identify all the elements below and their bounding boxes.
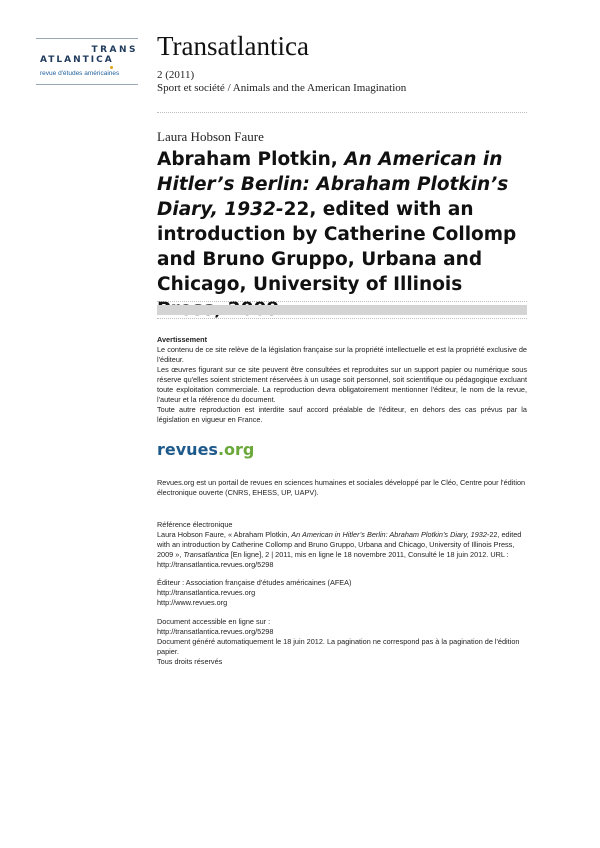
separator-bar: [157, 305, 527, 315]
publisher-url-link[interactable]: http://transatlantica.revues.org: [157, 588, 256, 597]
citation-journal-italic: Transatlantica: [183, 550, 229, 559]
publisher-info: [157, 578, 527, 608]
revues-org-logo[interactable]: [157, 440, 254, 459]
revues-logo-main: revues: [157, 440, 218, 459]
citation-title-italic: An American in Hitler’s Berlin: Abraham Plotkin’s Diary, 1932-: [291, 530, 490, 539]
electronic-reference: [157, 520, 529, 570]
article-title-part1: Abraham Plotkin,: [157, 149, 345, 170]
notice-paragraph: Toute autre reproduction est interdite sauf accord préalable de l'éditeur, en dehors des cas prévus par la législation en vigueur en France.: [157, 405, 527, 424]
reference-citation: [157, 530, 529, 570]
logo-top-rule: [36, 38, 138, 39]
logo-text-atlantica: ATLANTICA: [40, 55, 114, 65]
legal-notice: [157, 335, 527, 425]
reference-label: Référence électronique: [157, 520, 233, 529]
issue-number: 2 (2011): [157, 69, 195, 81]
journal-title: Transatlantica: [157, 31, 309, 61]
article-title-italic: An American in Hitler’s Berlin: Abraham Plotkin’s Diary, 1932-: [157, 149, 509, 220]
citation-part-b: 22, edited with an introduction by Catherine Collomp and Bruno Gruppo, Urbana and Chicago, University of Illinois Press, 2009 »,: [157, 530, 522, 559]
logo-subtitle: revue d'études américaines: [40, 70, 120, 77]
citation-part-c: [En ligne], 2 | 2011, mis en ligne le 18 novembre 2011, Consulté le 18 juin 2012. URL : http://transatlantica.revues.org/5298: [157, 550, 509, 569]
notice-paragraph: Le contenu de ce site relève de la législation française sur la propriété intellectuelle et est la propriété exclusive de l'éditeur.: [157, 345, 527, 364]
divider: [157, 301, 527, 302]
citation-part-a: Laura Hobson Faure, « Abraham Plotkin,: [157, 530, 292, 539]
revues-logo-org: .org: [217, 440, 255, 459]
generated-note: Document généré automatiquement le 18 juin 2012. La pagination ne correspond pas à la pagination de l'édition papier.: [157, 637, 520, 656]
article-title-part2: 22, edited with an introduction by Catherine Collomp and Bruno Gruppo, Urbana and Chicago, University of Illinois: [157, 199, 517, 295]
article-author: Laura Hobson Faure: [157, 129, 264, 144]
publisher-editor: Éditeur : Association française d'études américaines (AFEA): [157, 578, 352, 587]
access-label: Document accessible en ligne sur :: [157, 617, 271, 626]
divider: [157, 318, 527, 319]
logo-bottom-rule: [36, 84, 138, 85]
document-url-link[interactable]: http://transatlantica.revues.org/5298: [157, 627, 274, 636]
journal-logo[interactable]: [36, 38, 138, 86]
article-title: [157, 147, 532, 322]
logo-dot-icon: [110, 66, 113, 69]
portal-description: Revues.org est un portail de revues en sciences humaines et sociales développé par le Cléo, Centre pour l'édition électronique ouverte (CNRS, EHESS, UP, UAPV).: [157, 478, 526, 497]
access-info: [157, 617, 529, 667]
notice-heading: Avertissement: [157, 335, 208, 344]
revues-url-link[interactable]: http://www.revues.org: [157, 598, 228, 607]
logo-text-trans: TRANS: [91, 45, 138, 55]
issue-title: Sport et société / Animals and the American Imagination: [157, 82, 407, 94]
divider: [157, 112, 527, 113]
notice-paragraph: Les œuvres figurant sur ce site peuvent être consultées et reproduites sur un support papier ou numérique sous réserve qu'elles soient strictement réservées à un usage soit personnel, soit scientifique ou pédagogique excluant toute exploitation commerciale. La reproduction devra obligatoirement mentionner l'éditeur, le nom de la revue, l'auteur et la référence du document.: [157, 365, 527, 404]
rights-note: Tous droits réservés: [157, 657, 223, 666]
